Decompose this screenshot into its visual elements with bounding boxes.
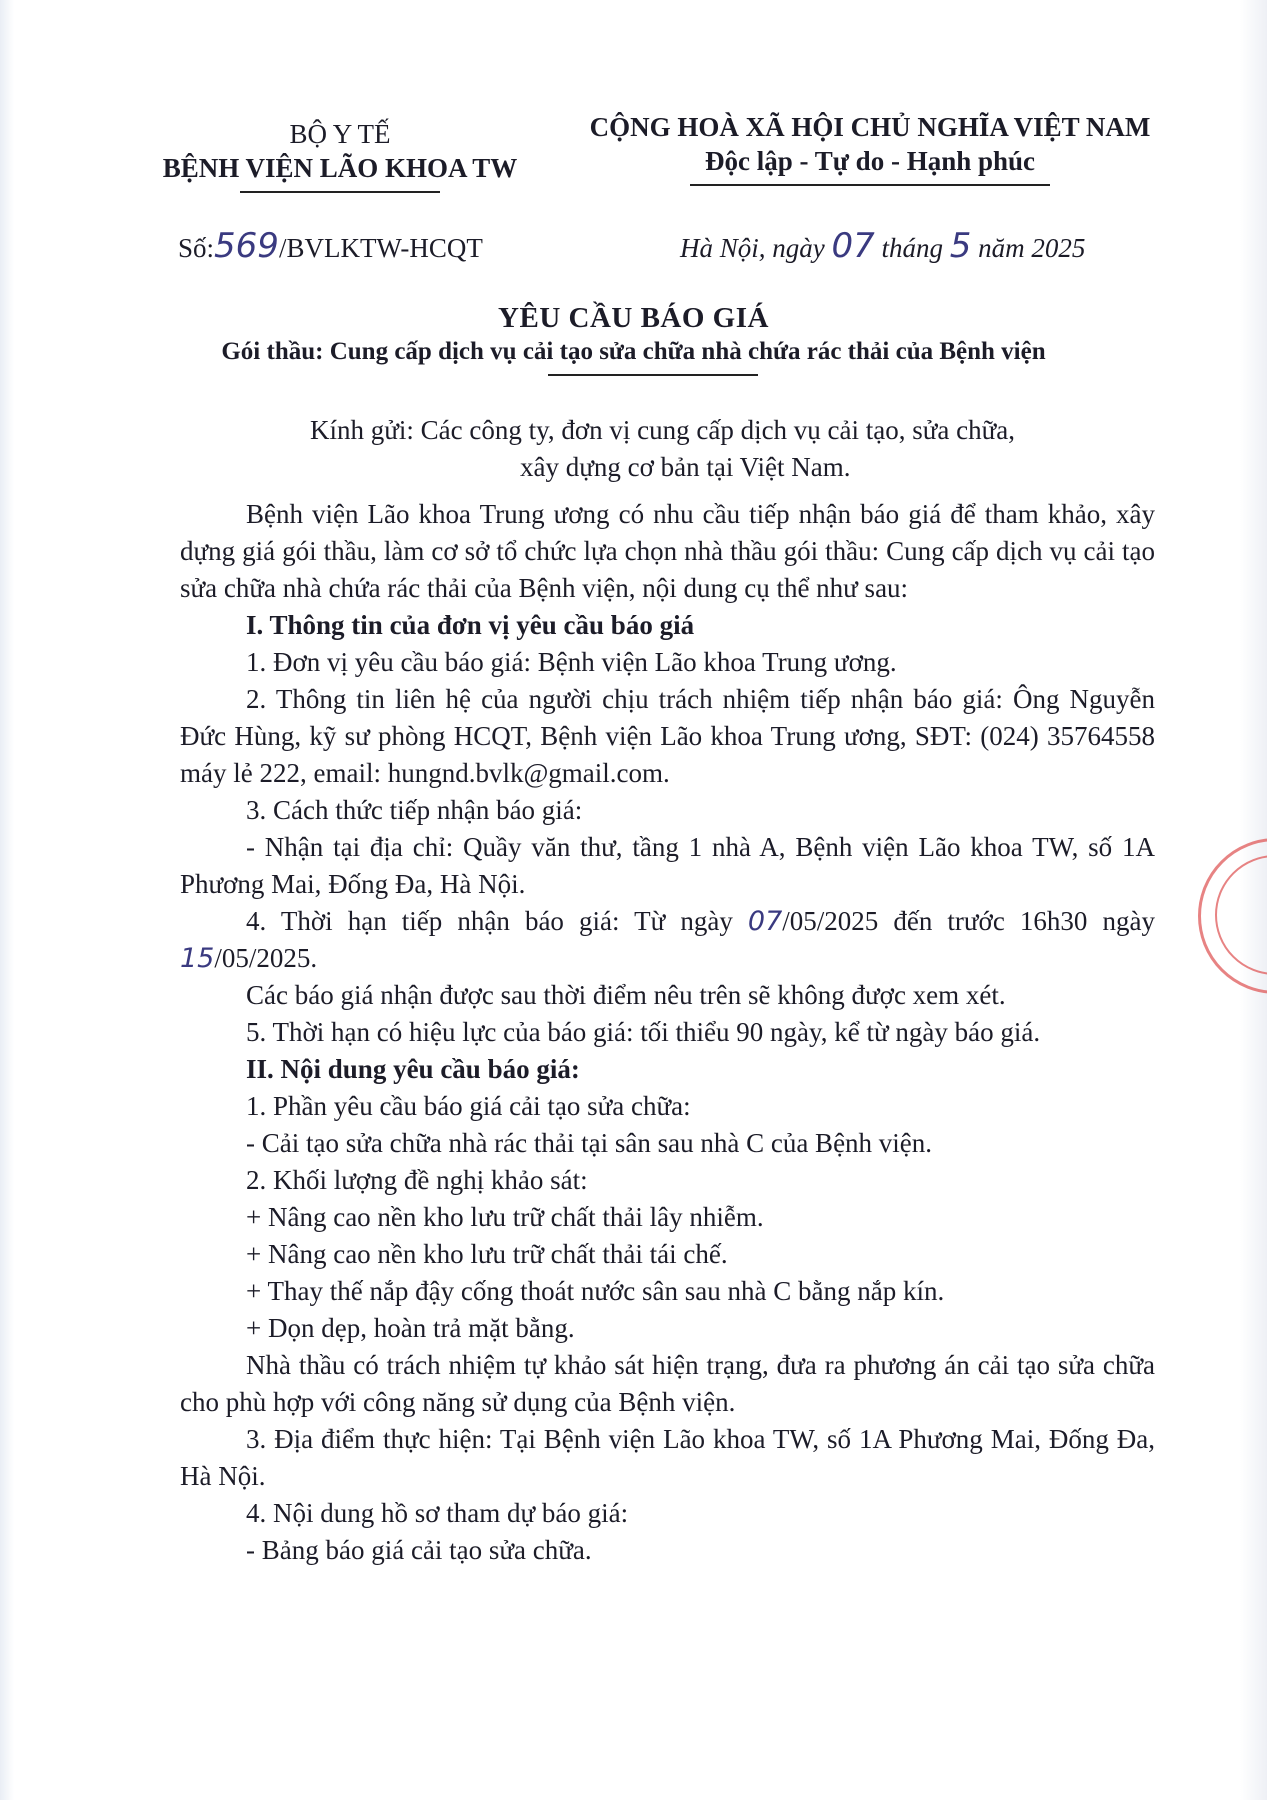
year-label: năm 2025 — [978, 233, 1086, 263]
s1-item-4-mid: /05/2025 đến trước 16h30 ngày — [782, 906, 1155, 936]
national-motto: Độc lập - Tự do - Hạnh phúc — [704, 146, 1036, 176]
number-code: /BVLKTW-HCQT — [278, 233, 483, 263]
header-underline — [240, 191, 440, 193]
s1-item-4-prefix: 4. Thời hạn tiếp nhận báo giá: Từ ngày — [246, 906, 748, 936]
document-number — [178, 226, 483, 266]
motto-underline — [690, 184, 1050, 186]
s1-item-3: 3. Cách thức tiếp nhận báo giá: — [246, 795, 583, 825]
s1-item-2: 2. Thông tin liên hệ của người chịu trách nhiệm tiếp nhận báo giá: Ông Nguyễn Đức Hùng, kỹ sư phòng HCQT, Bệnh viện Lão khoa Trung ương, SĐT: (024) 35764558 máy lẻ 222, email: hungnd.bvlk@gmail.com. — [180, 684, 1155, 788]
subtitle-underline — [548, 374, 758, 376]
s2-item-1a: - Cải tạo sửa chữa nhà rác thải tại sân sau nhà C của Bệnh viện. — [246, 1128, 933, 1158]
survey-item: + Nâng cao nền kho lưu trữ chất thải lây nhiễm. — [246, 1202, 764, 1232]
country-name: CỘNG HOÀ XÃ HỘI CHỦ NGHĨA VIỆT NAM — [589, 112, 1151, 142]
document-title: YÊU CẦU BÁO GIÁ — [498, 302, 769, 334]
s1-item-3a: - Nhận tại địa chỉ: Quầy văn thư, tầng 1 nhà A, Bệnh viện Lão khoa TW, số 1A Phương Mai, Đống Đa, Hà Nội. — [180, 832, 1155, 899]
s2-item-1: 1. Phần yêu cầu báo giá cải tạo sửa chữa: — [246, 1091, 691, 1121]
survey-item: + Nâng cao nền kho lưu trữ chất thải tái chế. — [246, 1239, 728, 1269]
handwritten-day: 07 — [831, 226, 875, 266]
intro-paragraph: Bệnh viện Lão khoa Trung ương có nhu cầu tiếp nhận báo giá để tham khảo, xây dựng giá gói thầu, làm cơ sở tổ chức lựa chọn nhà thầu gói thầu: Cung cấp dịch vụ cải tạo sửa chữa nhà chứa rác thải của Bệnh viện, nội dung cụ thể như sau: — [180, 499, 1155, 603]
s2-item-3: 3. Địa điểm thực hiện: Tại Bệnh viện Lão khoa TW, số 1A Phương Mai, Đống Đa, Hà Nội. — [180, 1424, 1155, 1491]
number-label: Số: — [178, 233, 215, 263]
s1-item-4b: Các báo giá nhận được sau thời điểm nêu trên sẽ không được xem xét. — [246, 980, 1006, 1010]
document-date — [680, 226, 1085, 266]
recipient-line-1: Kính gửi: Các công ty, đơn vị cung cấp dịch vụ cải tạo, sửa chữa, — [310, 415, 1015, 445]
section-1-heading: I. Thông tin của đơn vị yêu cầu báo giá — [246, 610, 695, 640]
s1-item-1: 1. Đơn vị yêu cầu báo giá: Bệnh viện Lão khoa Trung ương. — [246, 647, 897, 677]
survey-item: + Dọn dẹp, hoàn trả mặt bằng. — [246, 1313, 575, 1343]
ministry-name: BỘ Y TẾ — [289, 119, 391, 149]
hospital-name: BỆNH VIỆN LÃO KHOA TW — [162, 153, 518, 183]
date-prefix: Hà Nội, ngày — [680, 233, 825, 263]
document-body — [180, 412, 1155, 1569]
issuer-header — [150, 117, 530, 193]
s1-item-4-suffix: /05/2025. — [214, 943, 318, 973]
s2-item-4: 4. Nội dung hồ sơ tham dự báo giá: — [246, 1498, 629, 1528]
s2-item-4a: - Bảng báo giá cải tạo sửa chữa. — [246, 1535, 592, 1565]
handwritten-start-day: 07 — [747, 906, 783, 937]
month-label: tháng — [881, 233, 944, 263]
handwritten-month: 5 — [949, 226, 972, 266]
survey-item: + Thay thế nắp đậy cống thoát nước sân sau nhà C bằng nắp kín. — [246, 1276, 945, 1306]
s1-item-4 — [180, 903, 1155, 977]
contractor-note: Nhà thầu có trách nhiệm tự khảo sát hiện trạng, đưa ra phương án cải tạo sửa chữa cho phù hợp với công năng sử dụng của Bệnh viện. — [180, 1350, 1155, 1417]
national-header — [570, 110, 1170, 186]
seal-inner-ring — [1215, 855, 1267, 975]
section-2-heading: II. Nội dung yêu cầu báo giá: — [246, 1054, 580, 1084]
s1-item-5: 5. Thời hạn có hiệu lực của báo giá: tối thiểu 90 ngày, kể từ ngày báo giá. — [246, 1017, 1041, 1047]
red-seal-stamp — [1198, 838, 1267, 994]
s2-item-2: 2. Khối lượng đề nghị khảo sát: — [246, 1165, 588, 1195]
document-subtitle: Gói thầu: Cung cấp dịch vụ cải tạo sửa chữa nhà chứa rác thải của Bệnh viện — [221, 338, 1046, 365]
recipient-line-2: xây dựng cơ bản tại Việt Nam. — [520, 452, 851, 482]
handwritten-end-day: 15 — [180, 943, 215, 974]
handwritten-number: 569 — [214, 226, 279, 266]
